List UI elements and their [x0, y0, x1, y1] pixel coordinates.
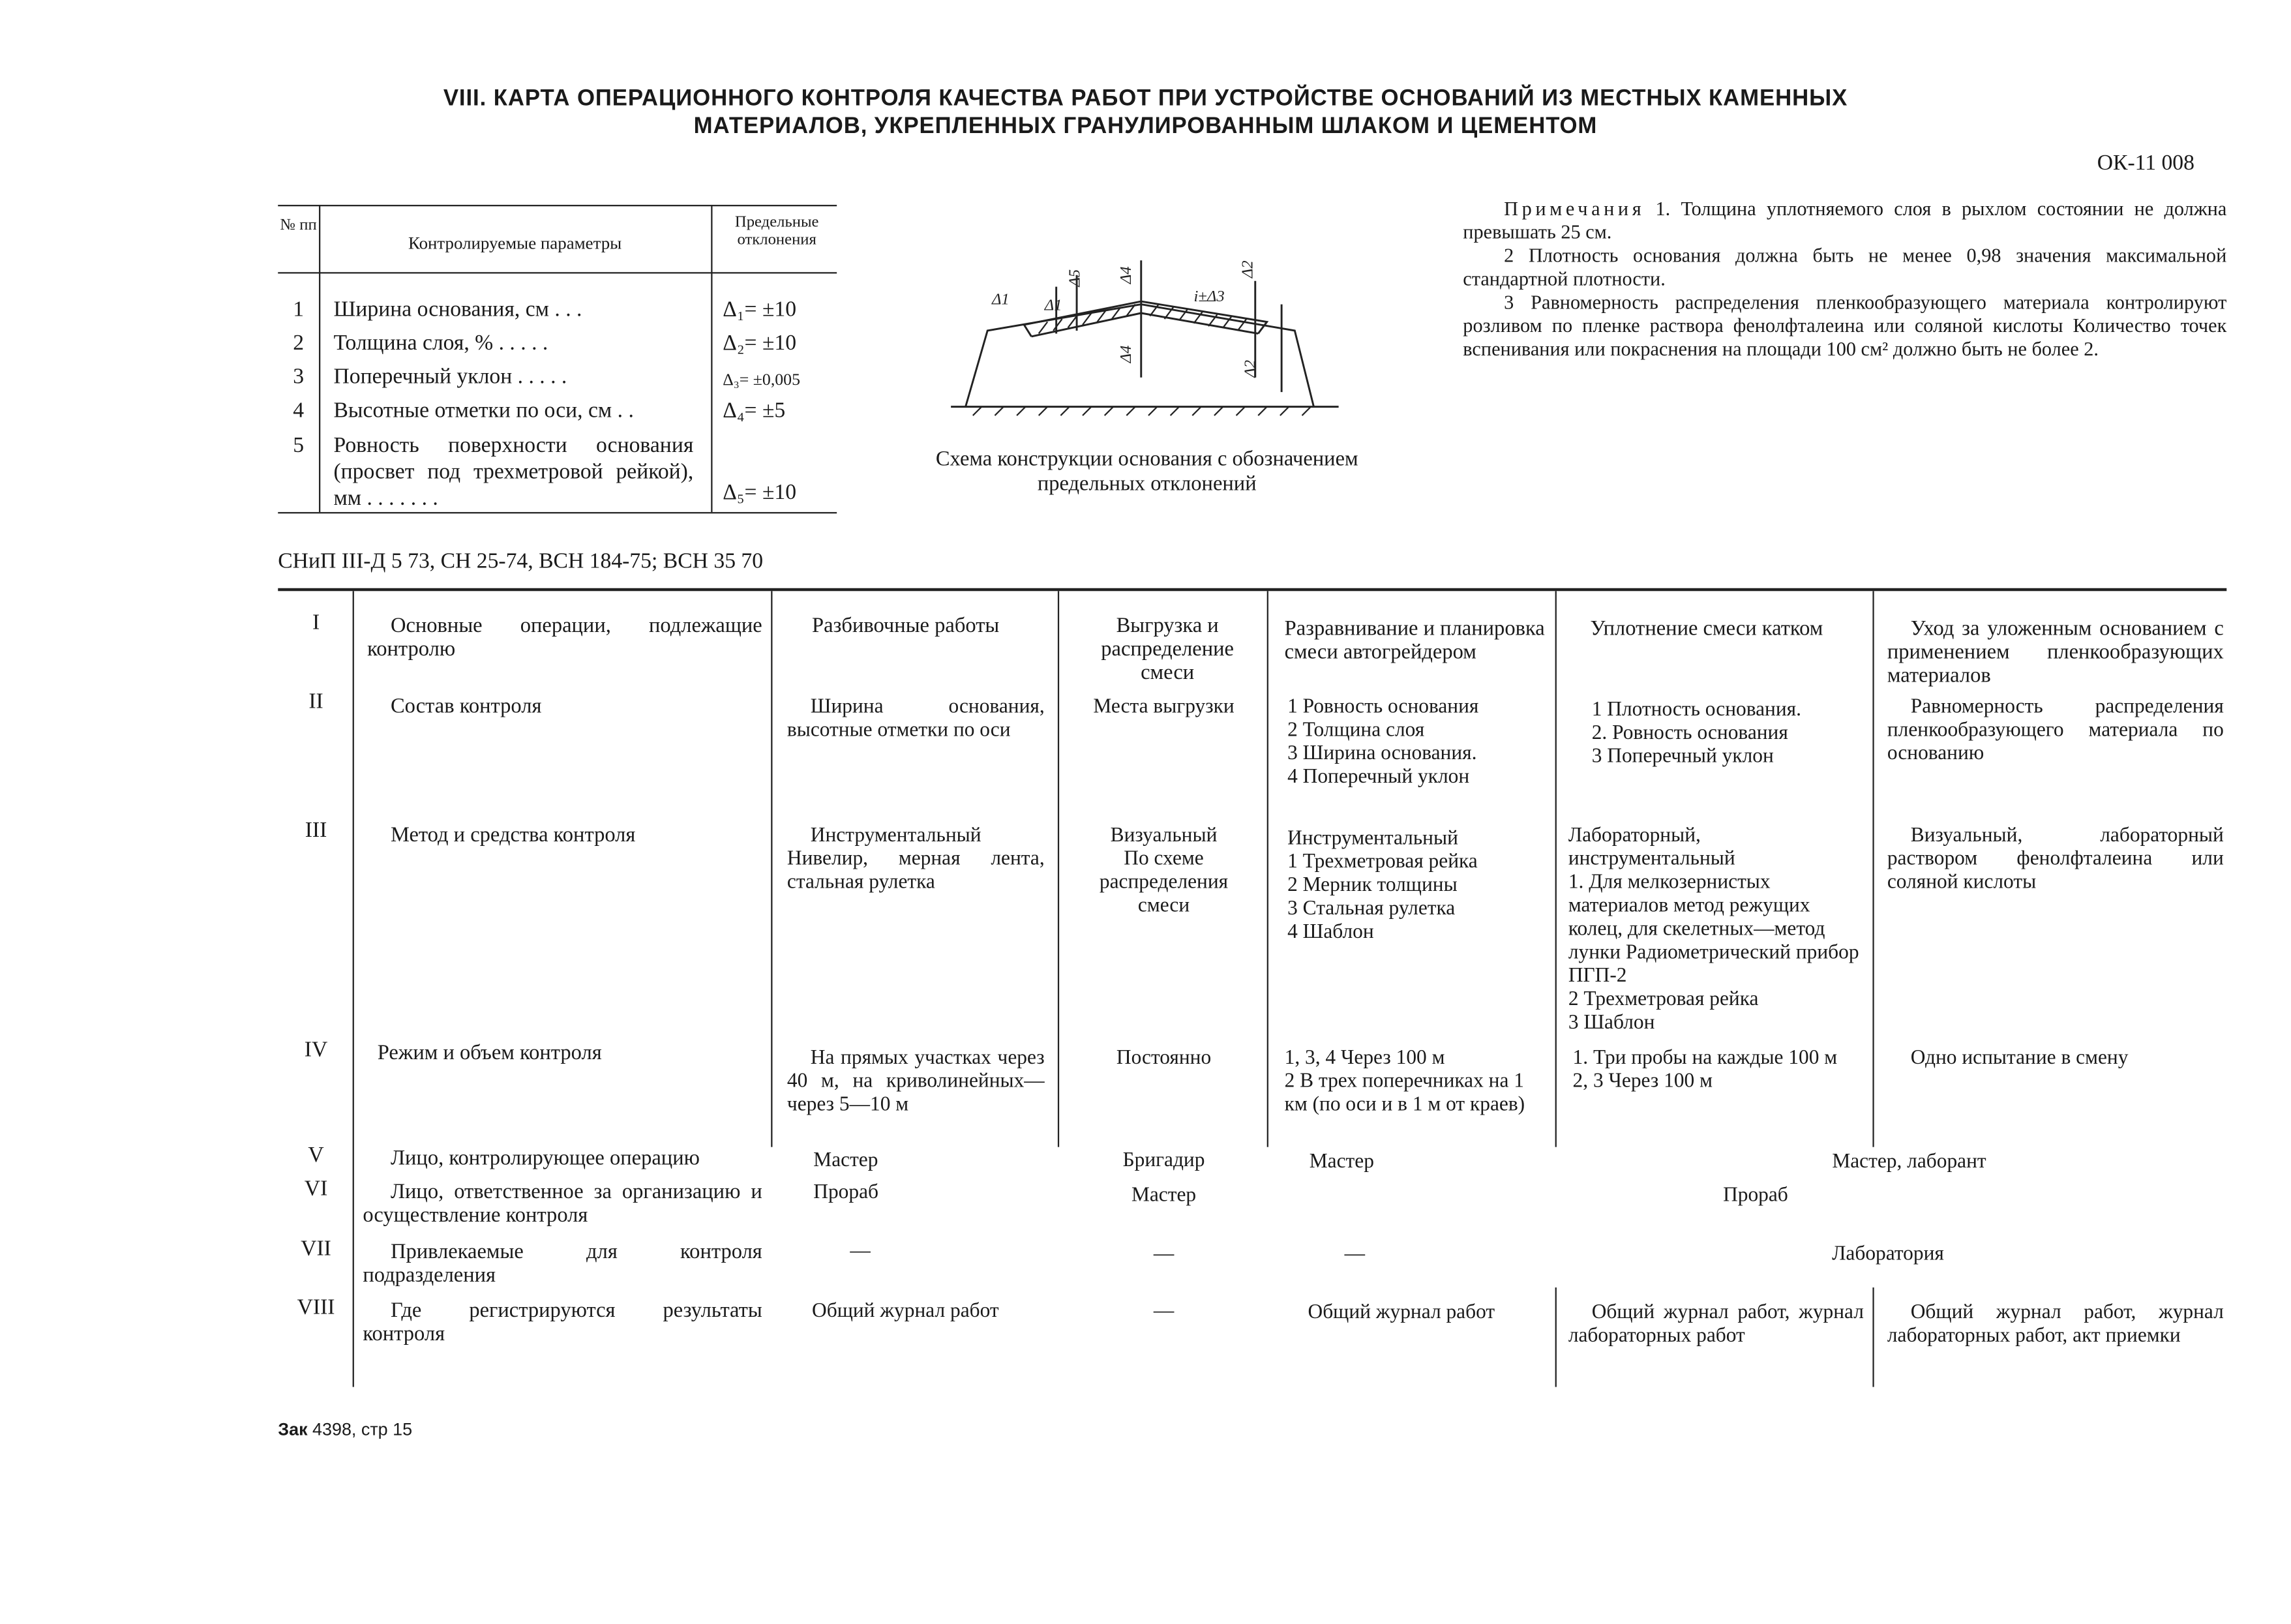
note-3: 3 Равномерность распределения пленкообразующего материала контролируют розливом по пленке раствора фенолфталеина или соляной кислоты Количество точек вспенивания или покраснения на площади 100 см² должно быть не более 2. — [1463, 291, 2227, 360]
snip-reference: СНиП III-Д 5 73, СН 25-74, ВСН 184-75; ВСН 35 70 — [278, 550, 764, 574]
cell-viii-compaction: Общий журнал работ, журнал лабораторных работ — [1568, 1302, 1864, 1347]
col-header-number: № пп — [280, 216, 317, 234]
param-row-5-number: 5 — [293, 434, 305, 459]
cell-ii-staking: Ширина основания, высотные отметки по оси — [786, 696, 1045, 742]
param-row-4-deviation: Δ₄= ±5 — [723, 399, 786, 423]
cell-iv-compaction: 1. Три пробы на каждые 100 м 2, 3 Через 100 м — [1572, 1047, 1838, 1093]
row-number: IV — [304, 1038, 328, 1062]
cell-vii-unloading: — — [1153, 1243, 1175, 1266]
cell-v-compaction-curing: Мастер, лаборант — [1832, 1151, 1986, 1174]
print-order-footer — [278, 1419, 412, 1439]
cell-vi-unloading: Мастер — [1131, 1184, 1197, 1207]
cell-i-staking: Разбивочные работы — [812, 614, 1000, 639]
cell-i-grading: Разравнивание и планировка смеси автогрейдером — [1284, 617, 1545, 665]
cell-viii-staking: Общий журнал работ — [812, 1301, 999, 1323]
cell-viii-grading: Общий журнал работ — [1308, 1302, 1495, 1325]
road-base-cross-section-diagram — [921, 246, 1360, 436]
cell-ii-curing: Равномерность распределения пленкообразующего материала по основанию — [1887, 696, 2224, 766]
param-row-2-number: 2 — [293, 332, 305, 356]
cell-iv-unloading: Постоянно — [1116, 1047, 1212, 1070]
cell-v-grading: Мастер — [1309, 1151, 1374, 1174]
param-row-1-deviation: Δ₁= ±10 — [723, 298, 797, 322]
param-row-4-number: 4 — [293, 399, 305, 423]
cell-ii-unloading: Места выгрузки — [1093, 696, 1235, 719]
note-2: 2 Плотность основания должна быть не менее 0,98 значения максимальной стандартной плотности. — [1463, 244, 2227, 290]
diagram-label-d4b: Δ4 — [1117, 345, 1135, 363]
cell-iv-curing: Одно испытание в смену — [1910, 1047, 2129, 1070]
cell-i-compaction: Уплотнение смеси катком — [1590, 617, 1823, 641]
param-row-5-label: Ровность поверхности основания (просвет под трехметровой рейкой), мм . . . . . . . — [333, 434, 694, 511]
cell-i-unloading: Выгрузка и распределение смеси — [1101, 614, 1235, 685]
cell-iii-curing: Визуальный, лабораторный раствором фенолфталеина или соляной кислоты — [1887, 825, 2224, 894]
footer-prefix: Зак — [278, 1419, 308, 1440]
diagram-label-d2b: Δ2 — [1241, 359, 1259, 378]
row-label-operations: Основные операции, подлежащие контролю — [367, 614, 762, 661]
param-row-3-label: Поперечный уклон . . . . . — [333, 365, 567, 389]
cell-vii-staking: — — [850, 1241, 871, 1263]
cell-iii-unloading: Визуальный По схеме распределения смеси — [1099, 825, 1229, 918]
row-number: III — [305, 819, 327, 843]
cell-vi-grading-curing: Прораб — [1723, 1184, 1788, 1207]
diagram-label-d2: Δ2 — [1238, 260, 1257, 278]
cell-vii-compaction-curing: Лаборатория — [1832, 1243, 1944, 1266]
param-row-1-number: 1 — [293, 298, 305, 322]
col-header-parameter: Контролируемые параметры — [408, 232, 622, 254]
param-row-5-deviation: Δ₅= ±10 — [723, 481, 797, 505]
cell-viii-curing: Общий журнал работ, журнал лабораторных работ, акт приемки — [1887, 1302, 2224, 1347]
param-row-3-deviation: Δ₃= ±0,005 — [723, 371, 800, 389]
footer-text: 4398, стр 15 — [312, 1419, 413, 1440]
row-label-control-content: Состав контроля — [390, 695, 542, 719]
diagram-label-d1b: Δ1 — [1044, 296, 1062, 314]
notes-heading: Примечания — [1504, 197, 1645, 220]
title-line-1: VIII. КАРТА ОПЕРАЦИОННОГО КОНТРОЛЯ КАЧЕСТВА РАБОТ ПРИ УСТРОЙСТВЕ ОСНОВАНИЙ ИЗ МЕСТНЫХ КАМЕННЫХ — [443, 86, 1848, 112]
cell-v-staking: Мастер — [813, 1150, 878, 1172]
diagram-label-d5: Δ5 — [1066, 269, 1084, 287]
row-number: I — [312, 611, 320, 635]
cell-iii-grading: Инструментальный 1 Трехметровая рейка 2 Мерник толщины 3 Стальная рулетка 4 Шаблон — [1287, 828, 1478, 944]
param-row-2-label: Толщина слоя, % . . . . . — [333, 332, 548, 356]
cell-viii-unloading: — — [1153, 1301, 1175, 1323]
cell-i-curing: Уход за уложенным основанием с применением пленкообразующих материалов — [1887, 617, 2224, 688]
param-row-1-label: Ширина основания, см . . . — [333, 298, 582, 322]
row-label-registration: Где регистрируются результаты контроля — [363, 1299, 762, 1346]
row-label-responsible-person: Лицо, ответственное за организацию и осуществление контроля — [363, 1180, 762, 1228]
row-number: V — [308, 1144, 324, 1168]
cell-ii-compaction: 1 Плотность основания. 2. Ровность основания 3 Поперечный уклон — [1591, 699, 1801, 768]
param-row-4-label: Высотные отметки по оси, см . . — [333, 399, 634, 423]
cell-iv-grading: 1, 3, 4 Через 100 м 2 В трех поперечниках на 1 км (по оси и в 1 м от краев) — [1284, 1047, 1525, 1117]
note-1: 1. Толщина уплотняемого слоя в рыхлом состоянии не должна превышать 25 см. — [1463, 197, 2227, 243]
row-label-involved-units: Привлекаемые для контроля подразделения — [363, 1241, 762, 1288]
cell-iii-compaction: Лабораторный, инструментальный 1. Для мелкозернистых материалов метод режущих колец, для скелетных—метод лунки Радиометрический прибор ПГП-2 2 Трехметровая рейка 3 Шаблон — [1568, 825, 1859, 1034]
diagram-caption: Схема конструкции основания с обозначением предельных отклонений — [935, 447, 1358, 496]
cell-iv-staking: На прямых участках через 40 м, на криволинейных—через 5—10 м — [786, 1047, 1045, 1117]
param-row-2-deviation: Δ₂= ±10 — [723, 332, 797, 356]
notes-block — [1463, 198, 2226, 361]
cell-ii-grading: 1 Ровность основания 2 Толщина слоя 3 Ширина основания. 4 Поперечный уклон — [1287, 696, 1479, 789]
diagram-label-d4: Δ4 — [1117, 266, 1135, 284]
row-number: VI — [304, 1177, 328, 1201]
cell-vii-grading: — — [1344, 1243, 1365, 1266]
row-number: VII — [301, 1237, 331, 1261]
diagram-label-d1: Δ1 — [991, 290, 1010, 308]
diagram-label-i3: i±Δ3 — [1193, 288, 1225, 306]
title-line-2: МАТЕРИАЛОВ, УКРЕПЛЕННЫХ ГРАНУЛИРОВАННЫМ ШЛАКОМ И ЦЕМЕНТОМ — [693, 113, 1598, 140]
cell-v-unloading: Бригадир — [1122, 1150, 1205, 1172]
row-number: II — [308, 690, 323, 714]
document-code: ОК-11 008 — [2097, 152, 2194, 176]
param-row-3-number: 3 — [293, 365, 305, 389]
cell-vi-staking: Прораб — [813, 1182, 878, 1205]
row-label-control-mode: Режим и объем контроля — [377, 1042, 602, 1066]
col-header-deviation: Предельные отклонения — [734, 213, 819, 249]
cell-iii-staking: Инструментальный Нивелир, мерная лента, стальная рулетка — [786, 825, 1045, 894]
row-number: VIII — [297, 1296, 335, 1320]
row-label-control-method: Метод и средства контроля — [390, 823, 636, 847]
row-label-controlling-person: Лицо, контролирующее операцию — [390, 1147, 700, 1171]
